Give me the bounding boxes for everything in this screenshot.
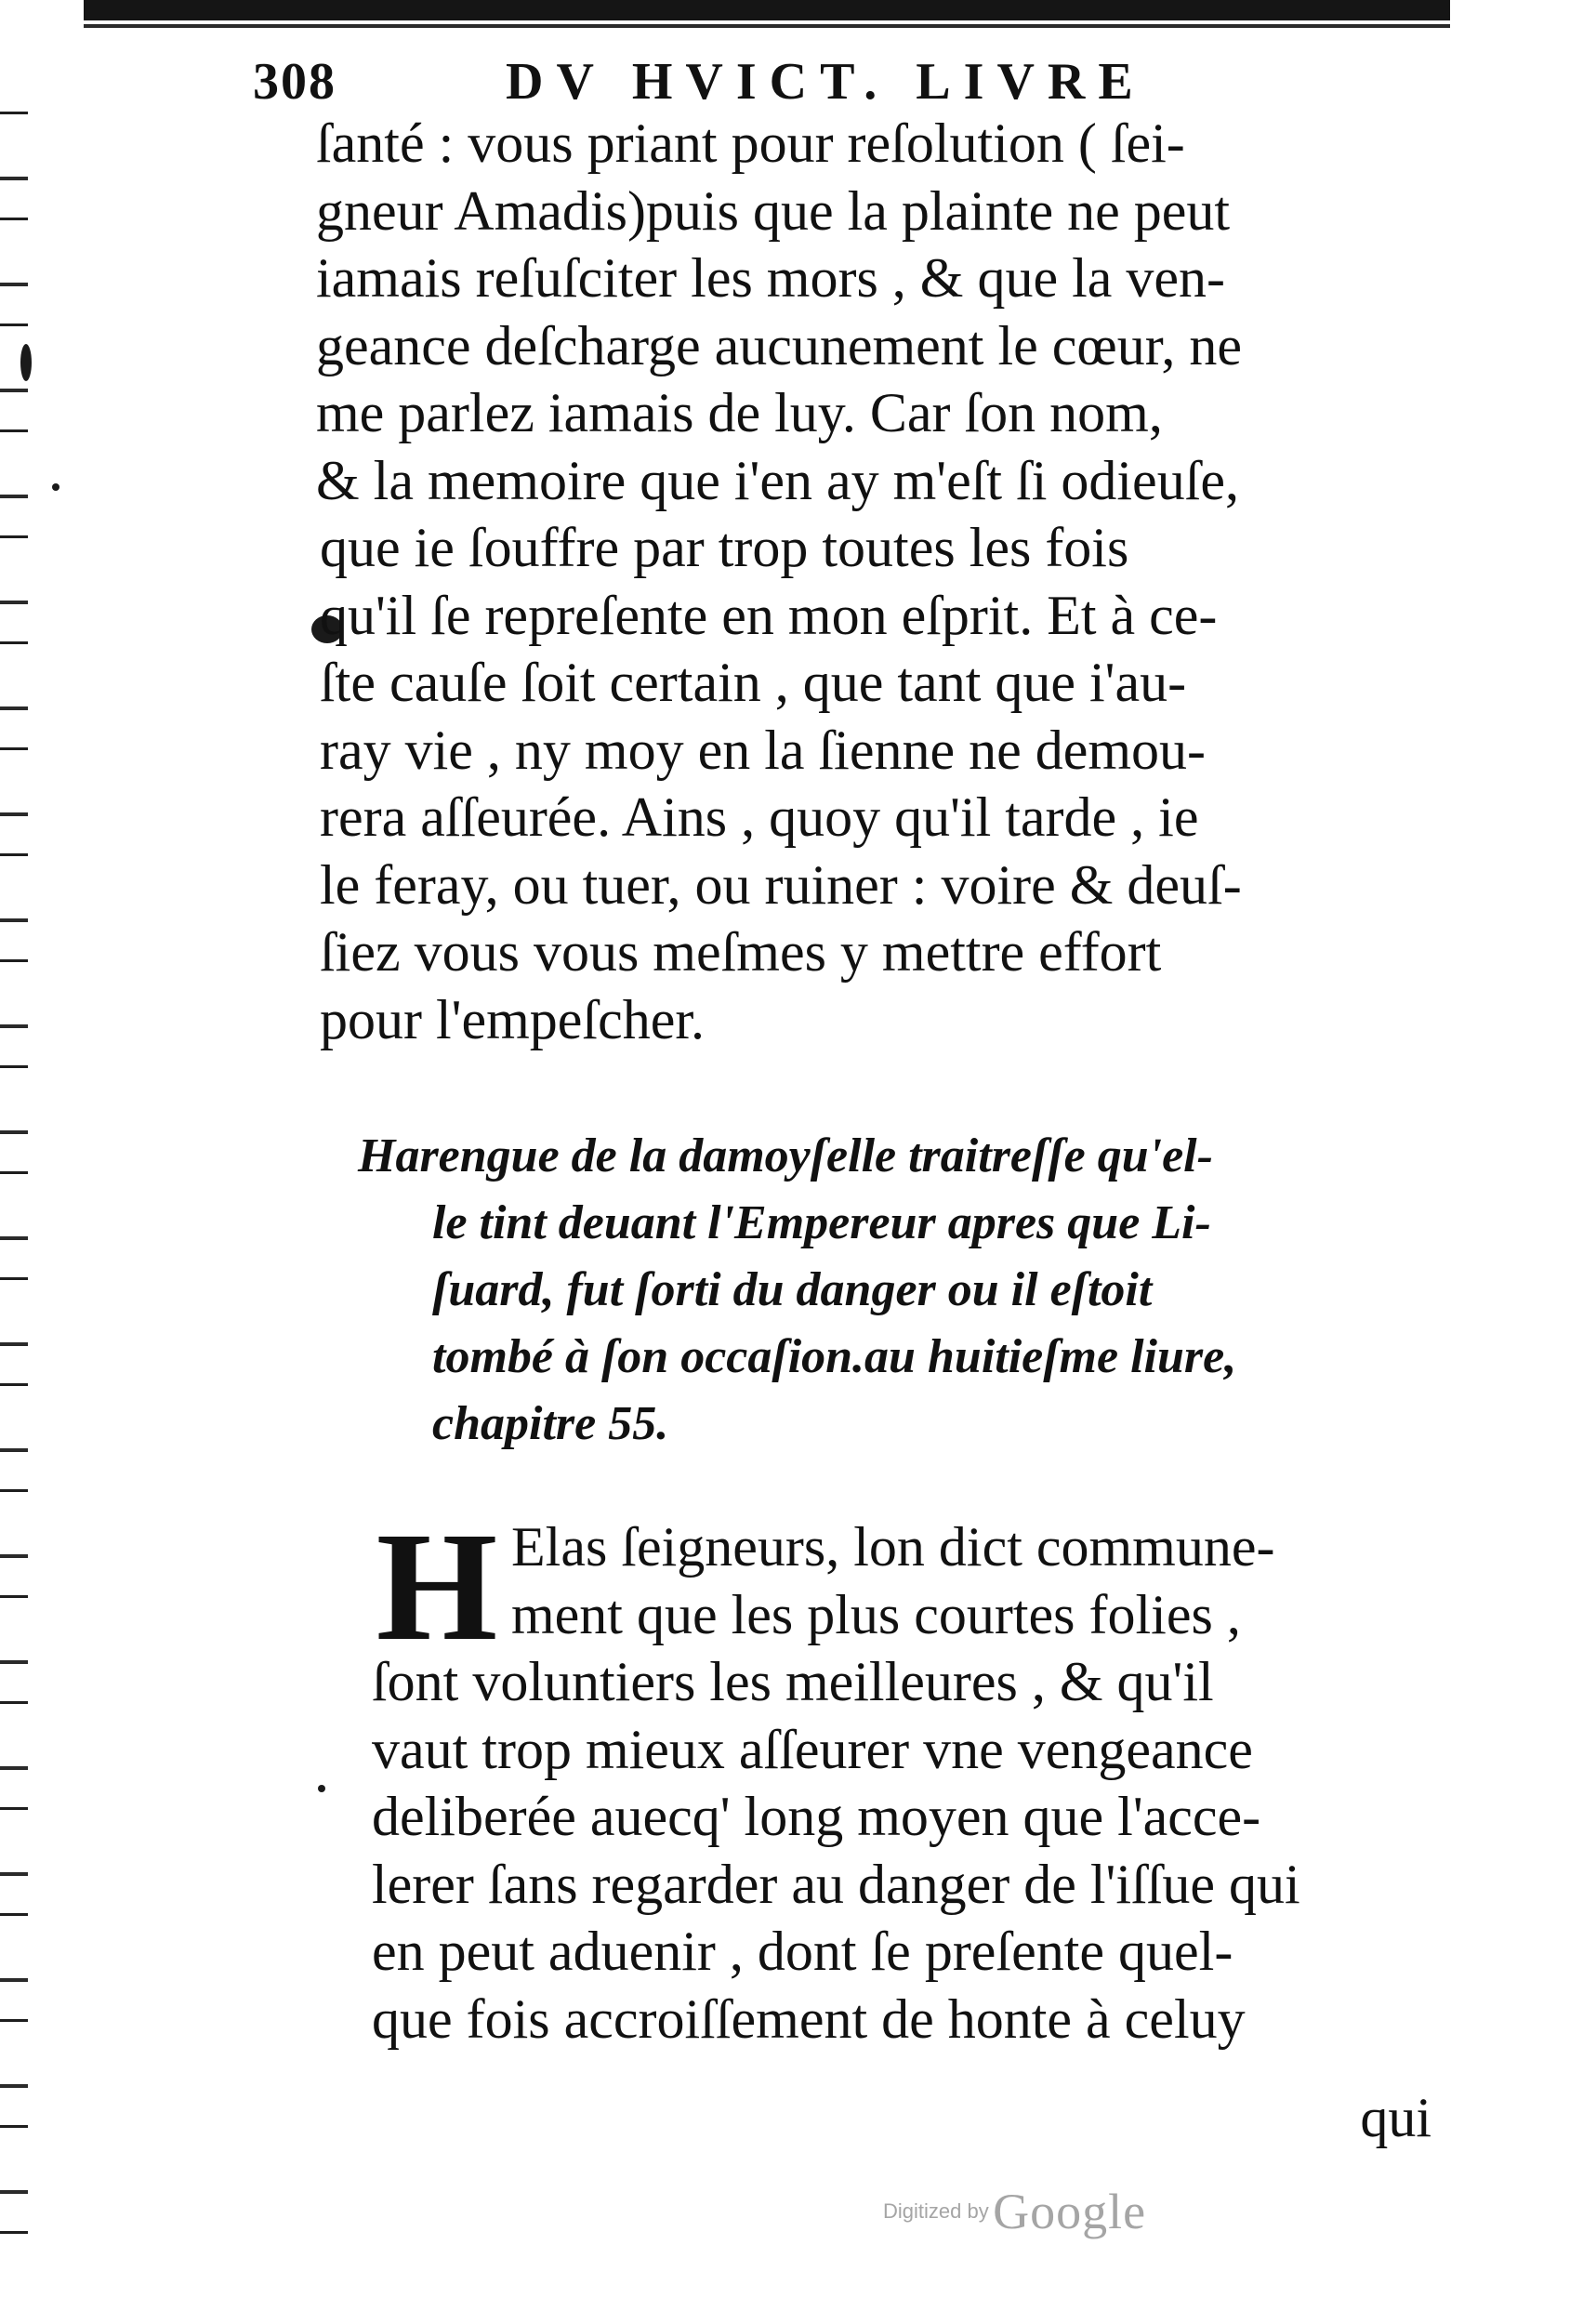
- text-line: en peut aduenir , dont ſe preſente quel-: [372, 1921, 1233, 1982]
- ink-speck: [52, 483, 59, 491]
- heading-line: le tint deuant l'Empereur apres que Li-: [432, 1196, 1211, 1249]
- page-top-rule: [84, 0, 1450, 20]
- text-line: ſanté : vous priant pour reſolution ( ſei-: [316, 112, 1185, 174]
- ink-speck: [318, 1785, 325, 1792]
- text-line: que ie ſouffre par trop toutes les fois: [320, 517, 1129, 578]
- heading-line: chapitre 55.: [432, 1397, 669, 1450]
- google-wordmark: Google: [993, 2184, 1147, 2239]
- heading-line: Harengue de la damoyſelle traitreſſe qu'el-: [358, 1129, 1213, 1182]
- chapter-paragraph: [372, 1500, 1450, 2053]
- text-line: pour l'empeſcher.: [320, 988, 705, 1050]
- text-line: me parlez iamais de luy. Car ſon nom,: [316, 382, 1163, 443]
- digitized-prefix: Digitized by: [883, 2199, 989, 2223]
- page-top-rule-thin: [84, 24, 1450, 28]
- drop-cap-initial: H: [376, 1500, 498, 1673]
- text-line: que fois accroiſſement de honte à celuy: [372, 1987, 1246, 2050]
- ink-speck: [20, 344, 32, 381]
- text-line: lerer ſans regarder au danger de l'iſſue qui: [372, 1853, 1300, 1915]
- text-line: ment que les plus courtes folies ,: [511, 1583, 1241, 1645]
- text-line: ray vie , ny moy en la ſienne ne demou-: [320, 719, 1207, 781]
- catchword: qui: [1360, 2087, 1431, 2148]
- text-line: iamais reſuſciter les mors , & que la ven-: [316, 247, 1226, 309]
- text-line: qu'il ſe repreſente en mon eſprit. Et à ce-: [320, 584, 1218, 646]
- text-line: geance deſcharge aucunement le cœur, ne: [316, 314, 1242, 376]
- section-heading: [358, 1123, 1418, 1458]
- page-number: 308: [253, 53, 336, 111]
- heading-line: ſuard, fut ſorti du danger ou il eſtoit: [432, 1263, 1153, 1316]
- text-line: & la memoire que i'en ay m'eſt ſi odieuſe,: [316, 449, 1239, 511]
- digitized-watermark: [883, 2183, 1146, 2238]
- text-line: deliberée auecq' long moyen que l'acce-: [372, 1786, 1261, 1847]
- heading-line: tombé à ſon occaſion.au huitieſme liure,: [432, 1330, 1237, 1383]
- text-line: Elas ſeigneurs, lon dict commune-: [511, 1516, 1275, 1578]
- running-head: DV HVICT. LIVRE: [506, 53, 1146, 111]
- body-paragraph: [316, 110, 1450, 1053]
- page-left-edge-marks: [0, 74, 28, 2287]
- text-line: ſiez vous vous meſmes y mettre effort: [320, 921, 1162, 983]
- text-line: ſte cauſe ſoit certain , que tant que i'au-: [320, 652, 1187, 713]
- page-header: [253, 45, 1303, 119]
- text-line: le feray, ou tuer, ou ruiner : voire & deuſ-: [320, 853, 1242, 916]
- text-line: gneur Amadis)puis que la plainte ne peut: [316, 179, 1231, 242]
- text-line: rera aſſeurée. Ains , quoy qu'il tarde , ie: [320, 786, 1199, 848]
- text-line: vaut trop mieux aſſeurer vne vengeance: [372, 1718, 1253, 1780]
- text-line: ſont voluntiers les meilleures , & qu'il: [372, 1651, 1214, 1712]
